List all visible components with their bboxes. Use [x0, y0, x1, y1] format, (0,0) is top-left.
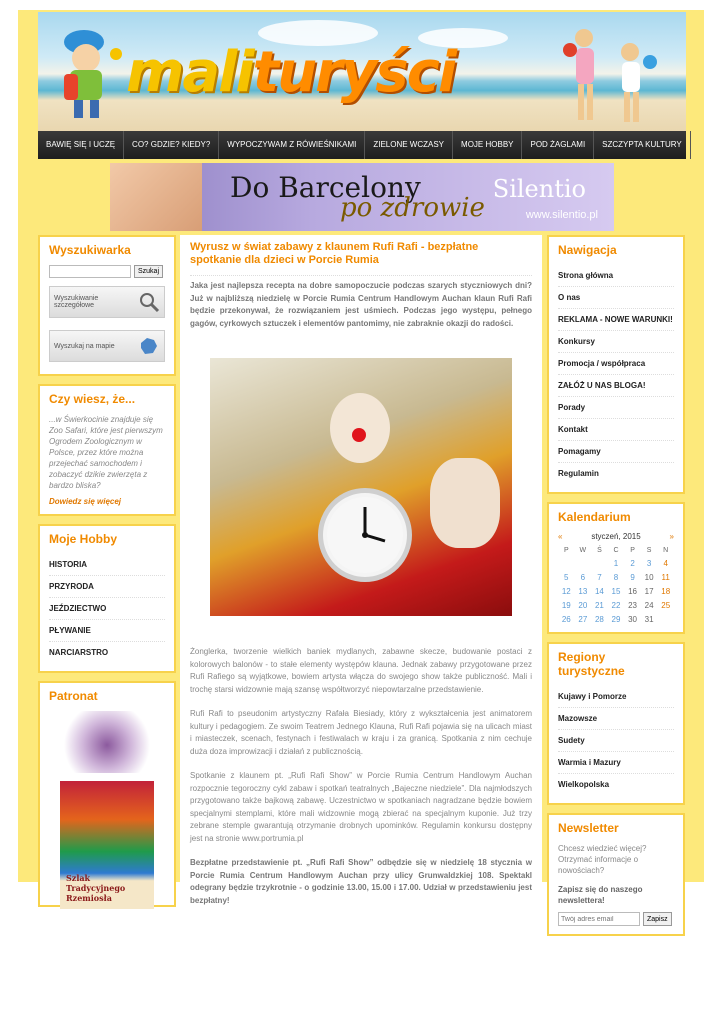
learn-more-link[interactable]: Dowiedz się więcej — [49, 497, 122, 506]
patron-box — [38, 681, 176, 907]
calendar-day[interactable]: 25 — [661, 601, 671, 610]
nav-link-ads[interactable]: REKLAMA - NOWE WARUNKI! — [558, 309, 674, 331]
article-paragraph-3: Spotkanie z klaunem pt. „Rufi Rafi Show” w Porcie Rumia Centrum Handlowym Auchan rozpocznie tegoroczny cykl zabaw i spotkań teatralnych „Bajeczne niedziele”. Dla najmłodszych przygotowano także bajkową zabawę. Uczestnictwo w spotkaniach nagradzane będzie bowiem specjalnymi stemplami, które mali widzownie mogą zbierać na specjalnym kuponie. Już trzy zebrane stemple gwarantują otrzymanie drobnych upominków. Regulamin konkursu dostępny jest na stronie www.portrumia.pl — [190, 771, 532, 843]
search-input[interactable] — [49, 265, 131, 278]
newsletter-box — [547, 813, 685, 936]
patron-title: Patronat — [49, 689, 98, 703]
calendar-day[interactable]: 23 — [628, 601, 638, 610]
hobby-box — [38, 524, 176, 673]
calendar-grid — [558, 547, 674, 624]
calendar-day[interactable]: 31 — [644, 615, 654, 624]
calendar-day-header: N — [663, 547, 669, 554]
did-you-know-text: ...w Świerkocinie znajduje się Zoo Safari, które jest pierwszym Ogrodem Zoologicznym w Polsce, przez które można przejechać samochodem i zobaczyć dzikie zwierzęta z bardzo bliska? — [49, 415, 163, 490]
calendar-day[interactable]: 13 — [578, 587, 588, 596]
map-search-label: Wyszukaj na mapie — [54, 342, 115, 350]
calendar-next-button[interactable]: » — [669, 532, 674, 541]
calendar-day[interactable]: 26 — [561, 615, 571, 624]
map-search-button[interactable] — [49, 330, 165, 362]
advanced-search-label: Wyszukiwanie szczegółowe — [54, 295, 99, 309]
nav-link-contests[interactable]: Konkursy — [558, 331, 674, 353]
banner-subheadline: po zdrowie — [340, 193, 485, 223]
calendar-day[interactable]: 15 — [611, 587, 621, 596]
calendar-day-header: C — [613, 547, 619, 554]
nav-link-promotion[interactable]: Promocja / współpraca — [558, 353, 674, 375]
calendar-day[interactable]: 28 — [594, 615, 604, 624]
article-paragraph-4: Bezpłatne przedstawienie pt. „Rufi Rafi Show” odbędzie się w niedzielę 18 stycznia w Porcie Rumia Centrum Handlowym Auchan przy ulicy Grunwaldzkiej 108. Spektakl odegrany będzie trzykrotnie - o godzinie 13.00, 15.00 i 17.00. Udział w przedstawieniu jest bezpłatny! — [190, 858, 532, 905]
navigation-title: Nawigacja — [558, 243, 617, 257]
calendar-day[interactable]: 3 — [646, 559, 652, 568]
calendar-day[interactable]: 22 — [611, 601, 621, 610]
nav-item-moje-hobby[interactable]: MOJE HOBBY — [453, 131, 522, 159]
clown-photo — [210, 358, 512, 616]
calendar-day[interactable]: 27 — [578, 615, 588, 624]
nav-link-tips[interactable]: Porady — [558, 397, 674, 419]
region-mazowsze[interactable]: Mazowsze — [558, 708, 674, 730]
calendar-day-header: P — [630, 547, 635, 554]
hobby-item-przyroda[interactable]: PRZYRODA — [49, 576, 165, 598]
did-you-know-title: Czy wiesz, że... — [49, 392, 136, 406]
region-kujawy[interactable]: Kujawy i Pomorze — [558, 686, 674, 708]
calendar-day-header: S — [646, 547, 652, 554]
nav-item-szczypta-kultury[interactable]: SZCZYPTA KULTURY — [594, 131, 691, 159]
calendar-day-header: Ś — [597, 547, 602, 554]
calendar-day[interactable]: 7 — [597, 573, 602, 582]
nav-item-wypoczywam[interactable]: WYPOCZYWAM Z RÓWIEŚNIKAMI — [219, 131, 365, 159]
kids-photo — [556, 22, 666, 128]
article-paragraph-2: Rufi Rafi to pseudonim artystyczny Rafała Biesiady, który z wykształcenia jest animatorem kultury i pedagogiem. Ze swoim Teatrem Jednego Klauna, Rufi Rafi pojawia się na ulicach miast i miasteczek, scenach, festynach i festiwalach w kraju i za granicą. Spotkania z nim cechuje duża doza improwizacji i działań z publicznością. — [190, 709, 532, 756]
calendar-day[interactable]: 18 — [661, 587, 671, 596]
calendar-day[interactable]: 21 — [594, 601, 604, 610]
nav-item-bawie-sie[interactable]: BAWIĘ SIĘ I UCZĘ — [38, 131, 124, 159]
banner-brand: Silentio — [492, 175, 586, 203]
calendar-day[interactable]: 2 — [630, 559, 635, 568]
article-title[interactable]: Wyrusz w świat zabawy z klaunem Rufi Rafi - bezpłatne spotkanie dla dzieci w Porcie Rumia — [190, 241, 479, 266]
calendar-day[interactable]: 1 — [613, 559, 619, 568]
calendar-title: Kalendarium — [558, 510, 631, 524]
calendar-day — [657, 615, 674, 624]
article — [180, 235, 542, 905]
site-logo[interactable] — [126, 40, 455, 105]
calendar-day — [591, 559, 608, 568]
banner-url: www.silentio.pl — [525, 209, 598, 221]
logo-part-turysci: turyści — [252, 40, 456, 105]
calendar-day[interactable]: 12 — [561, 587, 571, 596]
newsletter-label: Zapisz się do naszego newslettera! — [558, 885, 643, 905]
nav-link-rules[interactable]: Regulamin — [558, 469, 599, 478]
calendar-day[interactable]: 14 — [594, 587, 604, 596]
newsletter-submit-button[interactable]: Zapisz — [643, 912, 672, 926]
navigation-box — [547, 235, 685, 494]
nav-item-pod-zaglami[interactable]: POD ŻAGLAMI — [522, 131, 594, 159]
site-header — [38, 12, 686, 131]
map-icon — [138, 335, 160, 357]
hobby-item-jezdziectwo[interactable]: JEŹDZIECTWO — [49, 598, 165, 620]
calendar-day-header: P — [563, 547, 569, 554]
hobby-item-historia[interactable]: HISTORIA — [49, 554, 165, 576]
ad-banner[interactable] — [110, 163, 614, 231]
calendar-day[interactable]: 11 — [661, 573, 670, 582]
alarm-clock-icon — [318, 488, 412, 582]
did-you-know-box — [38, 384, 176, 516]
newsletter-email-input[interactable] — [558, 912, 640, 926]
calendar-day[interactable]: 30 — [628, 615, 638, 624]
hobby-item-narciarstwo[interactable]: NARCIARSTRO — [49, 648, 109, 657]
main-nav — [38, 131, 686, 159]
calendar-day[interactable]: 5 — [564, 573, 569, 582]
calendar-day[interactable]: 6 — [580, 573, 586, 582]
calendar-day[interactable]: 16 — [628, 587, 638, 596]
calendar-day[interactable]: 20 — [578, 601, 588, 610]
newsletter-title: Newsletter — [558, 821, 619, 835]
region-wielkopolska[interactable]: Wielkopolska — [558, 780, 610, 789]
calendar-month: styczeń, 2015 — [591, 532, 641, 541]
nav-item-co-gdzie-kiedy[interactable]: CO? GDZIE? KIEDY? — [124, 131, 219, 159]
article-paragraph-1: Żonglerka, tworzenie wielkich baniek mydlanych, zabawne skecze, budowanie postaci z kolorowych balonów - to stałe elementy występów klauna. Jednak zabawy przygotowane przez Rufi Rafiego są wyjątkowe, bowiem artysta włącza do swojego show także publiczność. Mali i trochę starsi widzownie mają szansę współtworzyć niepowtarzalne przedstawienie. — [190, 647, 532, 694]
mascot-icon — [46, 24, 126, 124]
left-sidebar — [38, 235, 176, 915]
region-warmia[interactable]: Warmia i Mazury — [558, 752, 674, 774]
clown-nose — [352, 428, 366, 442]
patron-badge-text: Szlak Tradycyjnego Rzemiosła — [66, 873, 126, 903]
search-box — [38, 235, 176, 376]
calendar-day[interactable]: 19 — [561, 601, 571, 610]
article-intro: Jaka jest najlepsza recepta na dobre samopoczucie podczas szarych styczniowych dni? Już w najbliższą niedzielę w Porcie Rumia Centrum Handlowym Auchan klaun Rufi Rafi będzie przekonywał, że rozwiązaniem jest uśmiech. Podczas jego występu, pełnego gagów, cyrkowych sztuczek i elementów pantomimy, nie zabraknie okazji do radości. — [190, 275, 532, 330]
logo-part-mali: mali — [126, 40, 253, 105]
nav-link-contact[interactable]: Kontakt — [558, 419, 674, 441]
magnifier-icon — [138, 291, 160, 313]
hobby-item-plywanie[interactable]: PŁYWANIE — [49, 620, 165, 642]
calendar-day[interactable]: 9 — [630, 573, 635, 582]
newsletter-description: Chcesz wiedzieć więcej? Otrzymać informacje o nowościach? — [558, 844, 647, 875]
search-button[interactable]: Szukaj — [134, 265, 163, 278]
calendar-day[interactable]: 10 — [644, 573, 654, 582]
nav-link-help[interactable]: Pomagamy — [558, 441, 674, 463]
nav-link-about[interactable]: O nas — [558, 287, 674, 309]
banner-child-photo — [110, 163, 202, 231]
calendar-day[interactable]: 8 — [613, 573, 619, 582]
search-title: Wyszukiwarka — [49, 243, 131, 257]
patron-castle-logo[interactable] — [58, 711, 156, 773]
region-sudety[interactable]: Sudety — [558, 730, 674, 752]
patron-crafts-badge[interactable] — [60, 781, 154, 909]
banner-headline: Do Barcelony — [230, 171, 421, 204]
right-sidebar — [547, 235, 685, 944]
calendar-day[interactable]: 17 — [644, 587, 654, 596]
calendar-day[interactable]: 24 — [644, 601, 654, 610]
clown-hand — [430, 458, 500, 548]
calendar-day — [575, 559, 592, 568]
calendar-day[interactable]: 29 — [611, 615, 621, 624]
calendar-day-header: W — [579, 547, 587, 554]
hobby-title: Moje Hobby — [49, 532, 117, 546]
calendar-box — [547, 502, 685, 634]
nav-link-home[interactable]: Strona główna — [558, 265, 674, 287]
nav-item-zielone-wczasy[interactable]: ZIELONE WCZASY — [365, 131, 453, 159]
calendar-day[interactable]: 4 — [663, 559, 668, 568]
nav-link-blog[interactable]: ZAŁÓŻ U NAS BLOGA! — [558, 375, 674, 397]
calendar-prev-button[interactable]: « — [558, 532, 563, 541]
advanced-search-button[interactable] — [49, 286, 165, 318]
regions-title: Regiony turystyczne — [558, 650, 625, 678]
regions-box — [547, 642, 685, 805]
calendar-day — [558, 559, 575, 568]
